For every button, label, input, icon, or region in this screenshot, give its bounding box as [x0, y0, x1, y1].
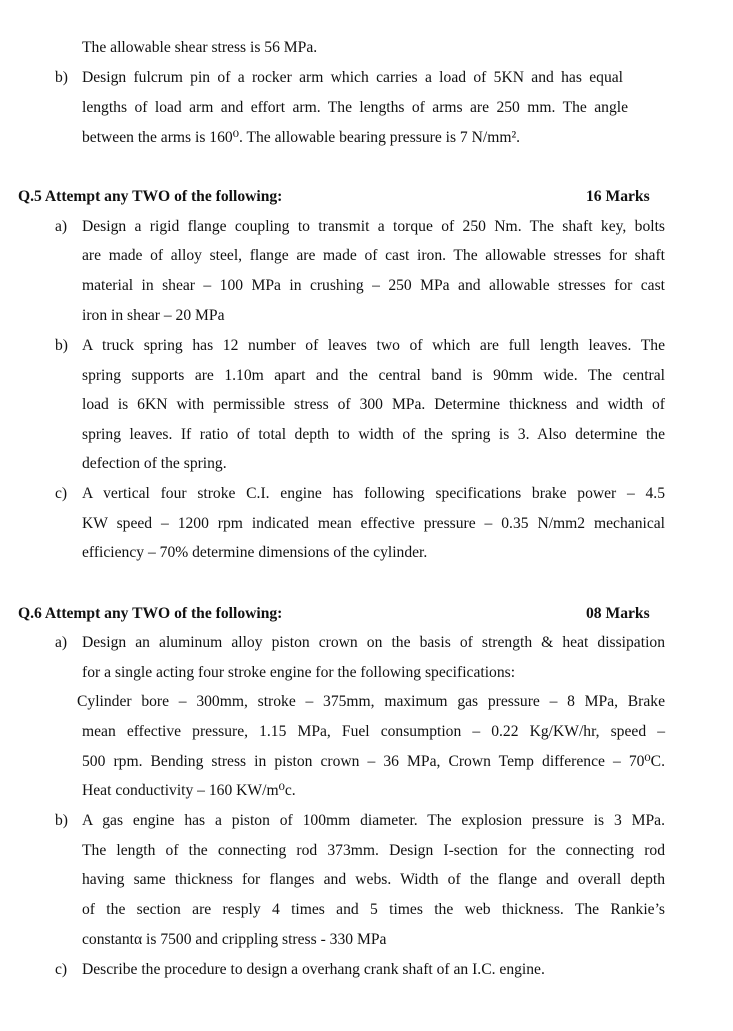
q5c-label: c) — [55, 485, 68, 502]
q6b-line: The length of the connecting rod 373mm. Design I-section for the connecting rod — [82, 842, 665, 859]
q5a-label: a) — [55, 218, 68, 235]
q5c-line: efficiency – 70% determine dimensions of the cylinder. — [82, 544, 428, 561]
q6c-label: c) — [55, 961, 68, 978]
q4b-line: between the arms is 160⁰. The allowable bearing pressure is 7 N/mm². — [82, 129, 521, 146]
q5c-line: A vertical four stroke C.I. engine has following specifications brake power – 4.5 — [82, 485, 665, 502]
q5b-line: spring supports are 1.10m apart and the central band is 90mm wide. The central — [82, 367, 665, 384]
q5c-line: KW speed – 1200 rpm indicated mean effective pressure – 0.35 N/mm2 mechanical — [82, 515, 665, 532]
q5a-line: Design a rigid flange coupling to transmit a torque of 250 Nm. The shaft key, bolts — [82, 218, 665, 235]
q6a-line: for a single acting four stroke engine for the following specifications: — [82, 664, 516, 681]
q6b-label: b) — [55, 812, 68, 829]
q6a-line: 500 rpm. Bending stress in piston crown – 36 MPa, Crown Temp difference – 70⁰C. — [82, 753, 665, 770]
q5b-line: load is 6KN with permissible stress of 300 MPa. Determine thickness and width of — [82, 396, 665, 413]
q4b-line: lengths of load arm and effort arm. The lengths of arms are 250 mm. The angle — [82, 99, 628, 116]
q5a-line: material in shear – 100 MPa in crushing – 250 MPa and allowable stresses for cast — [82, 277, 665, 294]
q6b-line: constantα is 7500 and crippling stress - 330 MPa — [82, 931, 387, 948]
q6b-line: of the section are resply 4 times and 5 times the web thickness. The Rankie’s — [82, 901, 665, 918]
q5b-line: spring leaves. If ratio of total depth to width of the spring is 3. Also determine the — [82, 426, 665, 443]
q4b-label: b) — [55, 69, 68, 86]
q6b-line: A gas engine has a piston of 100mm diameter. The explosion pressure is 3 MPa. — [82, 812, 665, 829]
q5a-line: iron in shear – 20 MPa — [82, 307, 225, 324]
q6a-line: mean effective pressure, 1.15 MPa, Fuel consumption – 0.22 Kg/KW/hr, speed – — [82, 723, 665, 740]
q6a-label: a) — [55, 634, 68, 651]
q5b-line: defection of the spring. — [82, 455, 227, 472]
q6c-line: Describe the procedure to design a overhang crank shaft of an I.C. engine. — [82, 961, 545, 978]
q6a-line: Design an aluminum alloy piston crown on the basis of strength & heat dissipation — [82, 634, 665, 651]
q4a-last-line: The allowable shear stress is 56 MPa. — [82, 39, 318, 56]
q6a-line: Cylinder bore – 300mm, stroke – 375mm, maximum gas pressure – 8 MPa, Brake — [77, 693, 665, 710]
q5a-line: are made of alloy steel, flange are made of cast iron. The allowable stresses for shaft — [82, 247, 665, 264]
q6a-line: Heat conductivity – 160 KW/m⁰c. — [82, 782, 296, 799]
q5-marks: 16 Marks — [586, 188, 650, 205]
q6-heading: Q.6 Attempt any TWO of the following: — [18, 605, 283, 622]
q5b-label: b) — [55, 337, 68, 354]
q4b-line: Design fulcrum pin of a rocker arm which carries a load of 5KN and has equal — [82, 69, 623, 86]
q6b-line: having same thickness for flanges and webs. Width of the flange and overall depth — [82, 871, 665, 888]
q5b-line: A truck spring has 12 number of leaves two of which are full length leaves. The — [82, 337, 665, 354]
q6-marks: 08 Marks — [586, 605, 650, 622]
q5-heading: Q.5 Attempt any TWO of the following: — [18, 188, 283, 205]
